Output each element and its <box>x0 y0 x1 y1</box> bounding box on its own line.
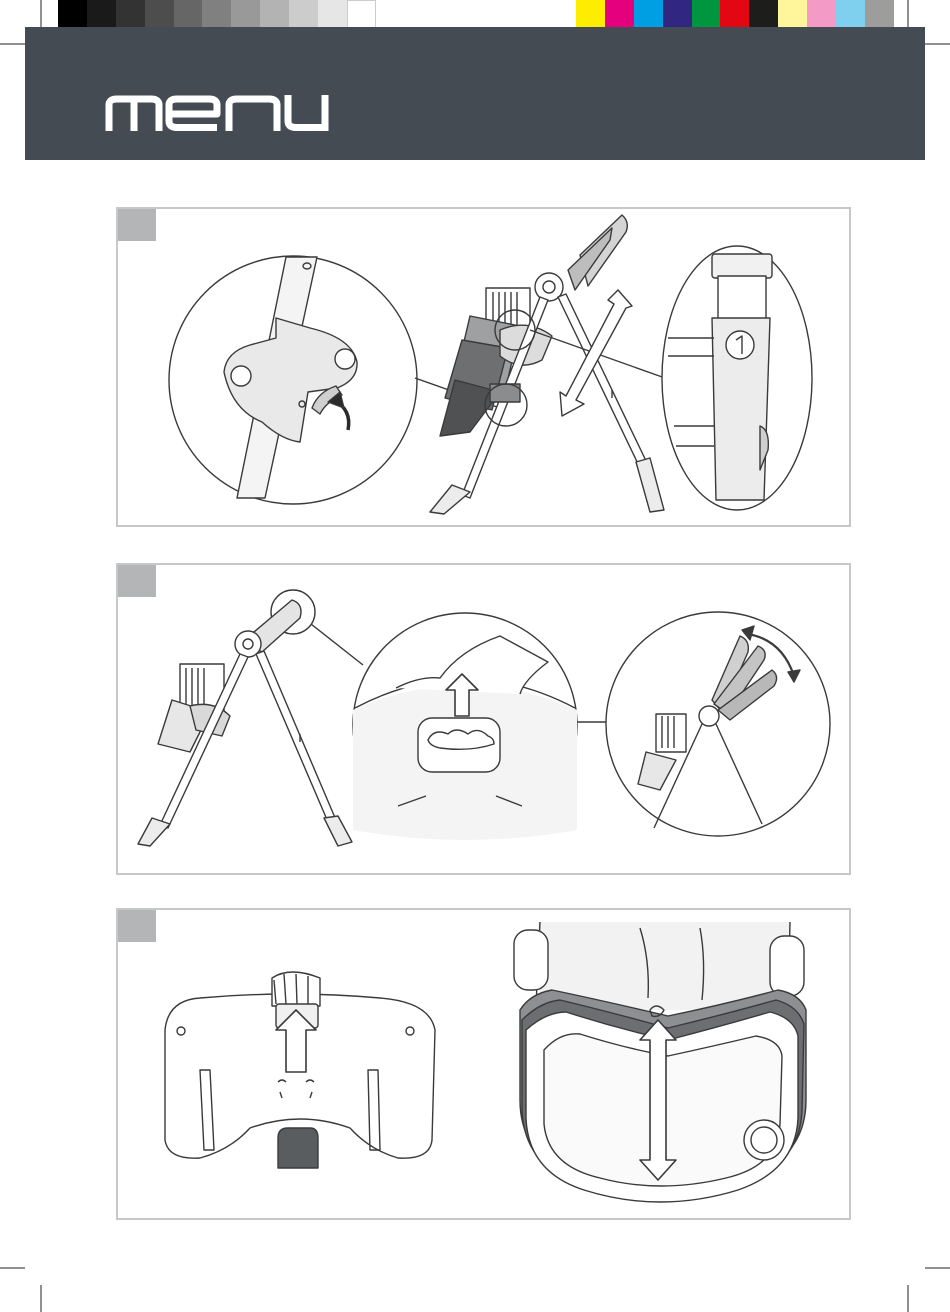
brand-logo <box>105 95 330 131</box>
step-number-tab-3 <box>118 910 156 942</box>
step-panel-3 <box>116 908 851 1220</box>
header-band <box>25 27 925 160</box>
step-number-tab-2 <box>118 565 156 597</box>
step-panel-2 <box>116 563 851 875</box>
step-panel-1 <box>116 207 851 527</box>
step-number-tab-1 <box>118 209 156 241</box>
